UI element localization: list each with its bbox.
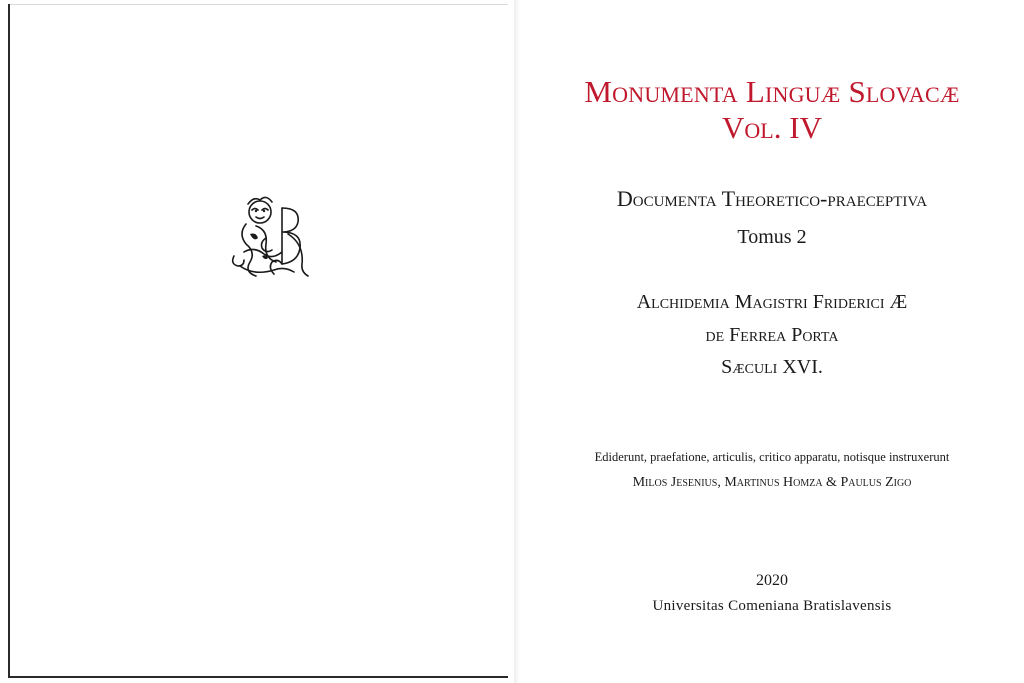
tomus-number: Tomus 2 [737,226,807,248]
series-title: Monumenta Linguæ Slovacæ [584,74,960,109]
editors-note: Ediderunt, praefatione, articulis, critico apparatu, notisque instruxerunt [594,450,950,464]
publisher: Universitas Comeniana Bratislavensis [652,598,892,614]
work-century: Sæculi XVI. [721,356,823,378]
editors-names: Milos Jesenius, Martinus Homza & Paulus Zigo [632,475,912,490]
work-subtitle: de Ferrea Porta [705,324,839,346]
left-page [8,4,508,678]
publication-year: 2020 [756,572,788,589]
page-edge [10,4,508,5]
work-title: Alchidemia Magistri Friderici Æ [636,291,908,313]
printers-mark-icon [226,194,316,284]
title-page [520,0,1024,683]
document-type: Documenta Theoretico-praeceptiva [616,186,928,211]
volume-number: Vol. IV [722,110,822,145]
